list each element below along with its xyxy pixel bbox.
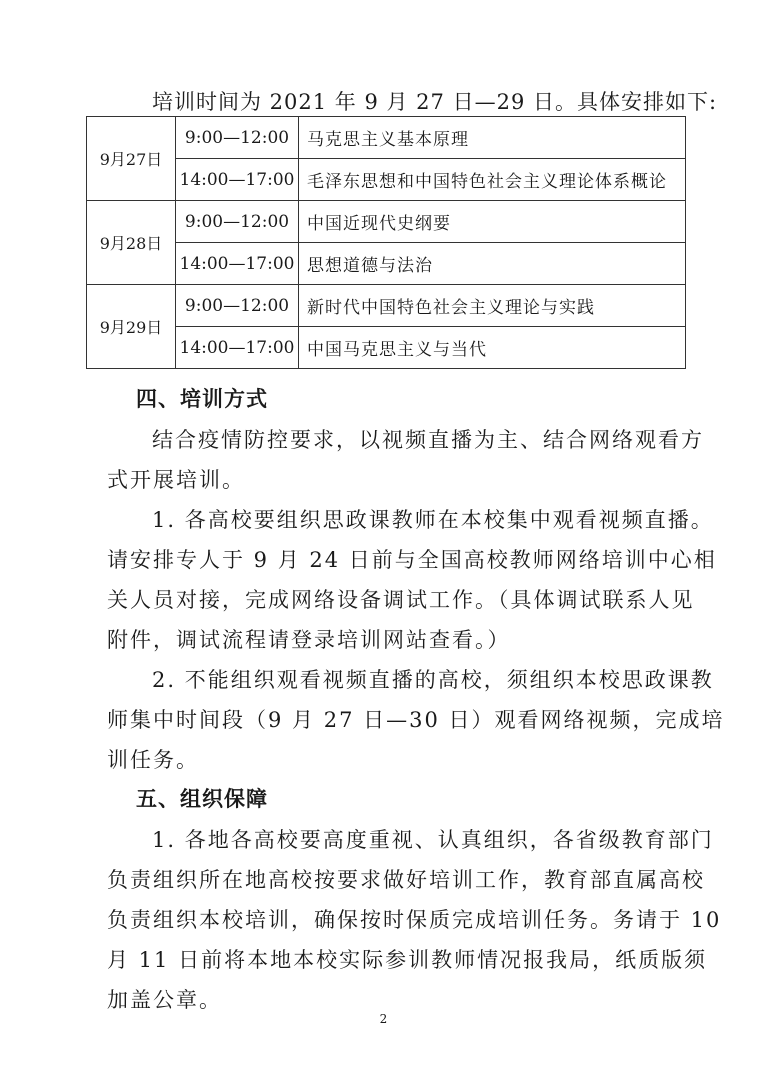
table-row — [87, 285, 686, 327]
course-cell: 新时代中国特色社会主义理论与实践 — [299, 285, 686, 327]
course-cell: 思想道德与法治 — [299, 243, 686, 285]
table-row — [87, 243, 686, 285]
time-cell: 14:00—17:00 — [176, 159, 299, 201]
body-text-line: 1. 各高校要组织思政课教师在本校集中观看视频直播。 — [152, 508, 714, 532]
date-cell: 9月28日 — [87, 201, 176, 285]
table-row — [87, 327, 686, 369]
body-text-line: 请安排专人于 9 月 24 日前与全国高校教师网络培训中心相 — [107, 548, 717, 572]
time-cell: 9:00—12:00 — [176, 285, 299, 327]
course-cell: 中国马克思主义与当代 — [299, 327, 686, 369]
time-cell: 9:00—12:00 — [176, 201, 299, 243]
schedule-table — [86, 116, 686, 369]
table-row — [87, 201, 686, 243]
page-number: 2 — [379, 1012, 388, 1026]
body-text-line: 式开展培训。 — [107, 468, 245, 492]
body-text-line: 师集中时间段（9 月 27 日—30 日）观看网络视频，完成培 — [107, 708, 725, 732]
body-text-line: 负责组织本校培训，确保按时保质完成培训任务。务请于 10 — [107, 908, 722, 932]
time-cell: 14:00—17:00 — [176, 243, 299, 285]
intro-paragraph: 培训时间为 2021 年 9 月 27 日—29 日。具体安排如下: — [152, 90, 718, 114]
course-cell: 马克思主义基本原理 — [299, 117, 686, 159]
body-text-line: 附件，调试流程请登录培训网站查看。） — [107, 628, 511, 652]
table-row — [87, 159, 686, 201]
body-text-line: 月 11 日前将本地本校实际参训教师情况报我局，纸质版须 — [107, 948, 708, 972]
date-cell: 9月27日 — [87, 117, 176, 201]
time-cell: 9:00—12:00 — [176, 117, 299, 159]
course-cell: 中国近现代史纲要 — [299, 201, 686, 243]
table-row — [87, 117, 686, 159]
body-text-line: 1. 各地各高校要高度重视、认真组织，各省级教育部门 — [152, 828, 714, 852]
course-cell: 毛泽东思想和中国特色社会主义理论体系概论 — [299, 159, 686, 201]
body-text-line: 2. 不能组织观看视频直播的高校，须组织本校思政课教 — [152, 668, 714, 692]
section-heading-training-method: 四、培训方式 — [136, 387, 268, 411]
body-text-line: 加盖公章。 — [107, 988, 222, 1012]
date-cell: 9月29日 — [87, 285, 176, 369]
body-text-line: 结合疫情防控要求，以视频直播为主、结合网络观看方 — [152, 428, 704, 452]
section-heading-organization-guarantee: 五、组织保障 — [136, 787, 268, 811]
time-cell: 14:00—17:00 — [176, 327, 299, 369]
body-text-line: 训任务。 — [107, 748, 199, 772]
body-text-line: 负责组织所在地高校按要求做好培训工作，教育部直属高校 — [107, 868, 705, 892]
body-text-line: 关人员对接，完成网络设备调试工作。（具体调试联系人见 — [107, 588, 695, 612]
